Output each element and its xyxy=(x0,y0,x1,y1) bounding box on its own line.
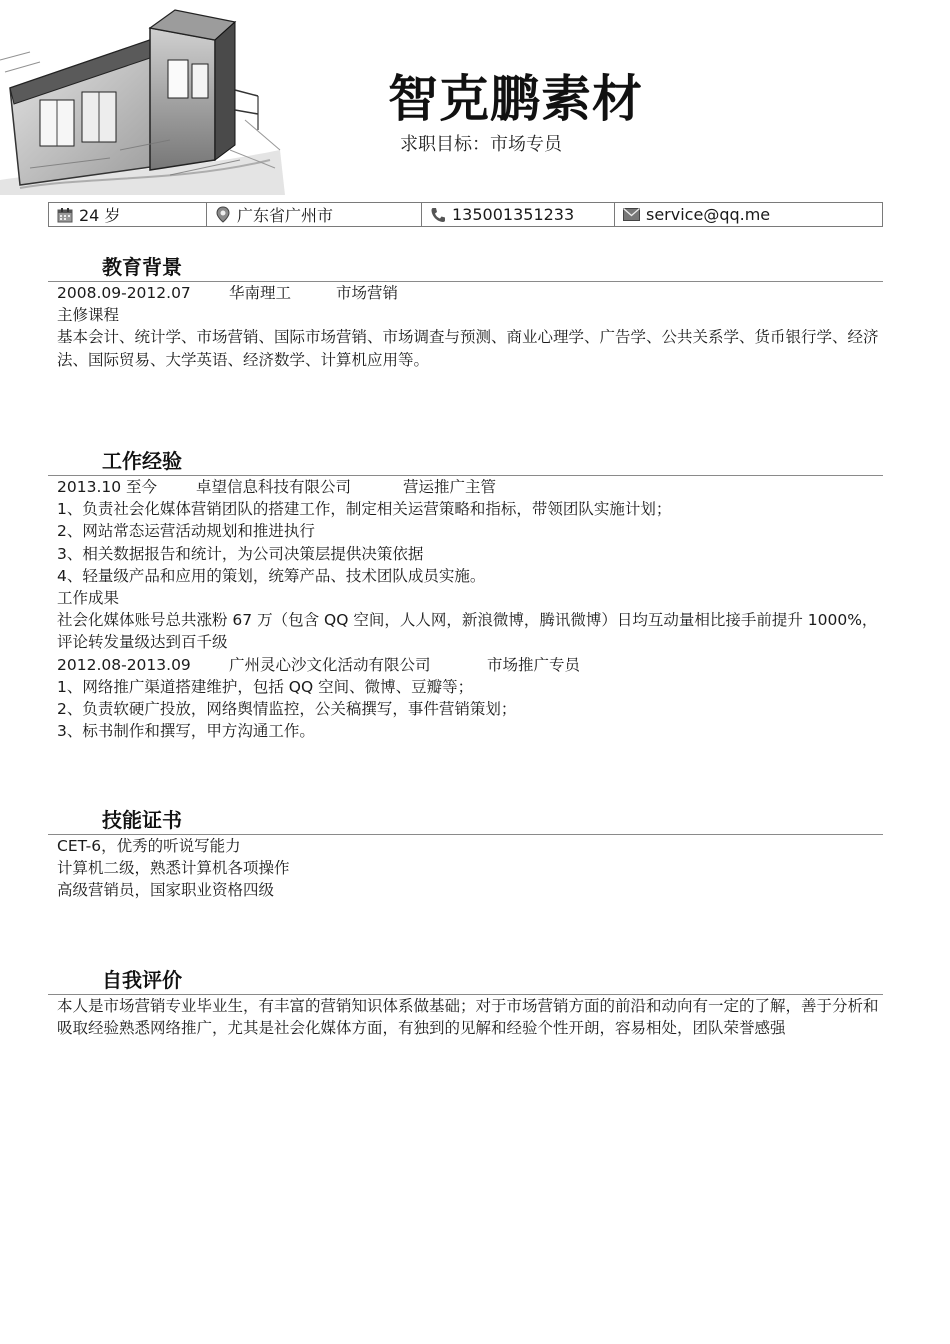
job-period: 2012.08-2013.09 xyxy=(57,655,191,674)
self-evaluation-text: 本人是市场营销专业毕业生，有丰富的营销知识体系做基础；对于市场营销方面的前沿和动向有一定的了解，善于分析和吸取经验熟悉网络推广，尤其是社会化媒体方面，有独到的见解和经验个性开朗，容易相处，团队荣誉感强 xyxy=(57,997,879,1038)
achievement-label: 工作成果 xyxy=(57,589,120,608)
skills-title: 技能证书 xyxy=(102,808,182,832)
job-period: 2013.10 至今 xyxy=(57,478,158,496)
location-pin-icon xyxy=(215,206,231,223)
job-objective: 求职目标：市场专员 xyxy=(400,134,562,155)
job-duty: 1、网络推广渠道搭建维护，包括 QQ 空间、微博、豆瓣等； xyxy=(57,677,474,696)
courses-label: 主修课程 xyxy=(57,306,120,325)
building-sketch-illustration xyxy=(0,0,285,195)
education-body xyxy=(48,282,883,371)
skills-body xyxy=(48,835,883,902)
calendar-icon xyxy=(57,207,73,223)
job-duty: 1、负责社会化媒体营销团队的搭建工作，制定相关运营策略和指标，带领团队实施计划； xyxy=(57,500,672,519)
job-company: 广州灵心沙文化活动有限公司 xyxy=(229,655,431,674)
email-cell xyxy=(615,203,882,226)
education-major: 市场营销 xyxy=(336,284,399,302)
email-value: service@qq.me xyxy=(646,205,771,224)
contact-info-bar xyxy=(48,202,883,227)
phone-value: 135001351233 xyxy=(452,205,575,224)
job-duty: 3、相关数据报告和统计，为公司决策层提供决策依据 xyxy=(57,544,424,563)
education-school: 华南理工 xyxy=(229,284,292,302)
job-duty: 2、负责软硬广投放，网络舆情监控，公关稿撰写，事件营销策划； xyxy=(57,700,517,719)
self-evaluation-body xyxy=(48,995,883,1039)
skill-item: CET-6，优秀的听说写能力 xyxy=(57,837,241,855)
job-entry-header xyxy=(57,476,879,498)
education-period: 2008.09-2012.07 xyxy=(57,284,191,302)
location-cell xyxy=(207,203,422,226)
job-duty: 4、轻量级产品和应用的策划，统筹产品、技术团队成员实施。 xyxy=(57,566,486,585)
age-cell xyxy=(49,203,207,226)
self-evaluation-section xyxy=(48,966,883,1039)
skills-section xyxy=(48,806,883,902)
envelope-icon xyxy=(623,208,640,221)
candidate-name: 智克鹏素材 xyxy=(388,70,643,128)
location-value: 广东省广州市 xyxy=(237,206,334,225)
education-title: 教育背景 xyxy=(102,255,182,279)
phone-cell xyxy=(422,203,615,226)
work-body xyxy=(48,476,883,742)
age-value: 24 岁 xyxy=(79,206,121,225)
courses-list: 基本会计、统计学、市场营销、国际市场营销、市场调查与预测、商业心理学、广告学、公共关系学、货币银行学、经济法、国际贸易、大学英语、经济数学、计算机应用等。 xyxy=(57,328,879,369)
job-duty: 2、网站常态运营活动规划和推进执行 xyxy=(57,522,315,541)
job-position: 市场推广专员 xyxy=(487,655,581,674)
skill-item: 高级营销员，国家职业资格四级 xyxy=(57,881,275,900)
phone-icon xyxy=(430,207,446,223)
job-entry-header xyxy=(57,654,879,676)
education-entry xyxy=(57,282,879,304)
skill-item: 计算机二级，熟悉计算机各项操作 xyxy=(57,859,290,878)
job-company: 卓望信息科技有限公司 xyxy=(196,478,352,496)
job-duty: 3、标书制作和撰写，甲方沟通工作。 xyxy=(57,722,315,741)
education-section xyxy=(48,253,883,371)
work-title: 工作经验 xyxy=(102,449,182,473)
achievement-text: 社会化媒体账号总共涨粉 67 万（包含 QQ 空间，人人网，新浪微博，腾讯微博）日均互动量相比接手前提升 1000%，评论转发量级达到百千级 xyxy=(57,611,878,652)
job-position: 营运推广主管 xyxy=(403,478,497,496)
work-section xyxy=(48,447,883,742)
self-evaluation-title: 自我评价 xyxy=(102,968,182,992)
